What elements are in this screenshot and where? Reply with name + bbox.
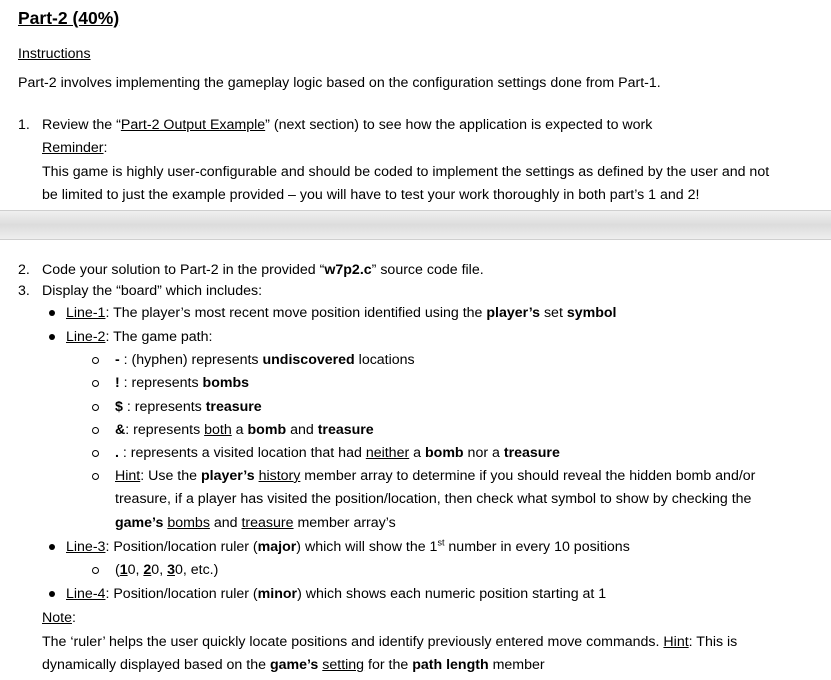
note-line-2 (42, 656, 545, 674)
path-hyphen-item (115, 351, 415, 369)
note-line-1 (42, 633, 737, 651)
path-bomb-item (115, 374, 249, 392)
item-2-text (42, 261, 484, 279)
line-1-bold-players: player’s (486, 305, 541, 321)
item-1-number: 1. (18, 117, 30, 133)
both-pre: : represents (125, 422, 205, 438)
note-line-1-post: : This is (688, 634, 738, 650)
example-1-major-digit: 1 (119, 562, 128, 578)
path-treasure-item (115, 398, 262, 416)
hint-line-1 (115, 467, 755, 485)
path-both-item (115, 421, 374, 439)
hint-line-3 (115, 514, 396, 532)
dot-mid-2: nor a (463, 445, 504, 461)
dot-symbol: . (115, 445, 119, 461)
line-3-pre: : Position/location ruler ( (105, 539, 258, 555)
line-3-superscript: st (437, 537, 445, 548)
line-1-mid: set (540, 305, 567, 321)
item-1-text (42, 116, 652, 134)
hyphen-symbol: - (115, 352, 120, 368)
line-4-post: ) which shows each numeric position starting at 1 (297, 586, 607, 602)
examples-sep-1: , (135, 562, 144, 578)
note-line-2-pre: dynamically displayed based on the (42, 657, 270, 673)
circle-bullet-icon (92, 450, 99, 457)
example-3-minor-digit: 0 (174, 562, 183, 578)
hint-pre: : Use the (140, 468, 201, 484)
dot-bold-bomb: bomb (424, 445, 464, 461)
note-bold-path-length: path length (412, 657, 489, 673)
bomb-symbol: ! (115, 375, 120, 391)
output-example-link[interactable]: Part-2 Output Example (120, 117, 266, 133)
line-3-mid: ) which will show the 1 (296, 539, 438, 555)
line-3-examples (115, 561, 218, 579)
example-3-major-digit: 3 (167, 562, 175, 578)
hint-end: member array’s (293, 515, 396, 531)
treasure-symbol: $ (115, 399, 123, 415)
circle-bullet-icon (92, 427, 99, 434)
example-1-minor-digit: 0 (127, 562, 136, 578)
line-3-label: Line-3 (66, 539, 106, 555)
item-2-number: 2. (18, 262, 30, 278)
hyphen-bold: undiscovered (262, 352, 355, 368)
dot-underlined: neither (365, 445, 410, 461)
both-symbol: & (115, 422, 126, 438)
both-underlined: both (204, 422, 232, 438)
line-3-item (66, 538, 630, 556)
note-post: member (488, 657, 545, 673)
bullet-icon (49, 591, 55, 597)
hint-bold-players: player’s (200, 468, 255, 484)
note-label: Note (42, 610, 72, 626)
examples-sep-2: , (159, 562, 168, 578)
reminder-heading (42, 139, 107, 157)
hyphen-post: locations (354, 352, 415, 368)
line-2-text: : The game path: (105, 329, 213, 345)
line-1-item (66, 304, 617, 322)
dot-mid-1: a (409, 445, 425, 461)
circle-bullet-icon (92, 380, 99, 387)
item-3-text: Display the “board” which includes: (42, 283, 263, 299)
item-2-post: ” source code file. (371, 262, 484, 278)
page-title: Part-2 (40%) (18, 8, 120, 28)
instructions-heading: Instructions (18, 46, 91, 62)
line-3-post: number in every 10 positions (444, 539, 630, 555)
note-colon: : (71, 610, 76, 626)
line-1-bold-symbol: symbol (566, 305, 617, 321)
line-2-item (66, 328, 212, 346)
line-4-pre: : Position/location ruler ( (105, 586, 258, 602)
both-bold-treasure: treasure (317, 422, 374, 438)
bullet-icon (49, 310, 55, 316)
circle-bullet-icon (92, 357, 99, 364)
intro-paragraph: Part-2 involves implementing the gameplay logic based on the configuration settings done from Part-1. (18, 75, 661, 91)
item-1-post: ” (next section) to see how the application is expected to work (265, 117, 653, 133)
hint-line-2: treasure, if a player has visited the position/location, then check what symbol to show by checking the (115, 491, 752, 507)
both-bold-bomb: bomb (247, 422, 287, 438)
treasure-bold: treasure (205, 399, 262, 415)
hint-underlined-history: history (258, 468, 301, 484)
example-2-minor-digit: 0 (151, 562, 160, 578)
reminder-label: Reminder (42, 140, 104, 156)
bomb-bold: bombs (202, 375, 250, 391)
item-2-pre: Code your solution to Part-2 in the provided “ (42, 262, 325, 278)
reminder-colon: : (103, 140, 108, 156)
line-2-label: Line-2 (66, 329, 106, 345)
hint-post-1: member array to determine if you should reveal the hidden bomb and/or (300, 468, 756, 484)
hint-underlined-treasure: treasure (241, 515, 294, 531)
line-4-item (66, 585, 606, 603)
example-2-major-digit: 2 (143, 562, 152, 578)
examples-open: ( (115, 562, 120, 578)
hyphen-pre: : (hyphen) represents (119, 352, 263, 368)
note-heading (42, 609, 76, 627)
hint-bold-games: game’s (115, 515, 164, 531)
treasure-pre: : represents (122, 399, 206, 415)
reminder-line-1: This game is highly user-configurable and should be coded to implement the settings as defined by the user and not (42, 164, 770, 180)
note-bold-games: game’s (269, 657, 319, 673)
line-3-bold-major: major (257, 539, 297, 555)
note-underlined-setting: setting (322, 657, 365, 673)
bullet-icon (49, 544, 55, 550)
note-mid: for the (364, 657, 413, 673)
both-mid-2: and (286, 422, 318, 438)
bullet-icon (49, 334, 55, 340)
note-line-1-pre: The ‘ruler’ helps the user quickly locate positions and identify previously entered move commands. (42, 634, 664, 650)
reminder-line-2: be limited to just the example provided – you will have to test your work thoroughly in both part’s 1 and 2! (42, 187, 700, 203)
hint-mid: and (209, 515, 242, 531)
path-dot-item (115, 444, 560, 462)
circle-bullet-icon (92, 567, 99, 574)
line-4-bold-minor: minor (257, 586, 298, 602)
line-4-label: Line-4 (66, 586, 106, 602)
hint-underlined-bombs: bombs (167, 515, 210, 531)
line-1-pre: : The player’s most recent move position identified using the (105, 305, 487, 321)
circle-bullet-icon (92, 473, 99, 480)
dot-pre: : represents a visited location that had (118, 445, 366, 461)
circle-bullet-icon (92, 404, 99, 411)
source-file-name: w7p2.c (324, 262, 372, 278)
dot-bold-treasure: treasure (503, 445, 560, 461)
page-break-separator (0, 210, 831, 240)
item-3-number: 3. (18, 283, 30, 299)
bomb-pre: : represents (119, 375, 203, 391)
hint-label: Hint (115, 468, 141, 484)
note-hint-label: Hint (663, 634, 689, 650)
item-1-pre: Review the “ (42, 117, 121, 133)
both-mid-1: a (231, 422, 248, 438)
line-1-label: Line-1 (66, 305, 106, 321)
examples-close: , etc.) (182, 562, 219, 578)
